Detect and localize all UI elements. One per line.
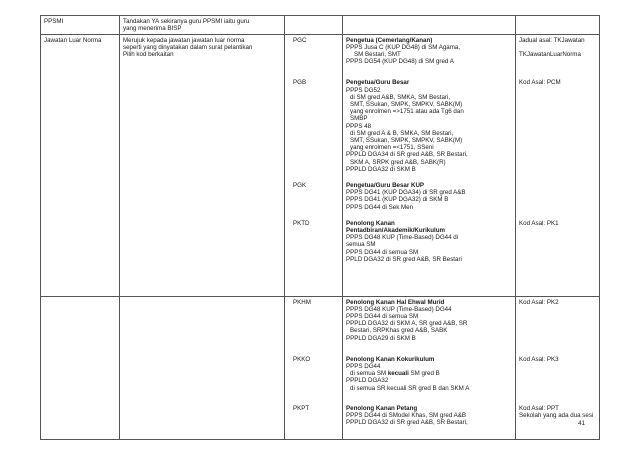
- position-entry: [346, 299, 512, 356]
- position-detail: PPPS DG52: [346, 86, 381, 94]
- note-line: Jadual asal: TKJawatan: [519, 36, 585, 44]
- table-row: [41, 35, 600, 297]
- code-entry: [293, 220, 339, 263]
- position-detail: PPLD DGA32 di SR gred A&B, SR Bestari: [346, 255, 462, 263]
- position-code: PGB: [293, 79, 307, 87]
- position-detail: PPPS DG54 (KUP DG48) di SM gred A: [346, 58, 454, 66]
- position-title: Penolong Kanan Petang: [346, 404, 418, 412]
- position-detail: Bestari, SRPKhas gred A&B, SABK: [350, 327, 448, 335]
- code-cell: [285, 297, 343, 440]
- field-name: PPSMI: [44, 17, 64, 25]
- position-entry: [346, 405, 512, 427]
- position-entry: [346, 79, 512, 182]
- code-entry: [293, 299, 339, 356]
- position-detail: PPPS DG48 KUP (Time-Based) DG44: [346, 305, 452, 313]
- position-cell: [343, 35, 516, 297]
- position-detail: PPPLD DGA29 di SKM B: [346, 334, 416, 342]
- position-detail: PPPLD DGA34 di SR gred A&B, SR Bestari,: [346, 151, 468, 159]
- note-line: Kod Asal: PK2: [519, 298, 559, 306]
- position-code: PGK: [293, 181, 307, 189]
- position-cell: [343, 16, 516, 35]
- position-detail: PPPLD DGA32 di SKM B: [346, 165, 416, 173]
- description-cell: [120, 35, 285, 297]
- position-detail: SMT, SSukan, SMPK, SMPKV, SABK(M): [350, 100, 463, 108]
- position-title: Penolong Kanan: [346, 219, 395, 227]
- notes-cell: [516, 16, 600, 35]
- position-code: PKTD: [293, 219, 310, 227]
- position-code: PKHM: [293, 298, 311, 306]
- position-detail: di SM gred A&B, SMKA, SM Bestari,: [350, 93, 451, 101]
- table-body: [41, 16, 600, 440]
- position-detail: PPPS DG44 di semua SM: [346, 312, 419, 320]
- position-detail: PPPLD DGA32 di SR gred A&B, SR Bestari,: [346, 419, 468, 427]
- note-line: Kod Asal: PK3: [519, 355, 559, 363]
- main-table: [40, 15, 600, 440]
- position-detail: yang enrolmen =<1751, SSeni: [350, 144, 434, 152]
- position-entry: [346, 356, 512, 405]
- description-line: yang menerima BISP: [123, 24, 182, 32]
- code-entry: [293, 37, 339, 80]
- table-row: [41, 16, 600, 35]
- code-cell: [285, 16, 343, 35]
- position-entry: [346, 220, 512, 263]
- position-detail: di semua SR kecuali SR gred B dan SKM A: [350, 384, 470, 392]
- position-title: Pentadbiran/Akademik/Kurikulum: [346, 226, 446, 234]
- notes-entry: [519, 182, 596, 220]
- position-detail: PPPS DG41 (KUP DGA32) di SKM B: [346, 196, 449, 204]
- position-detail: SMBP: [350, 115, 368, 123]
- note-line: [519, 44, 596, 51]
- position-detail: PPPS DG44: [346, 362, 381, 370]
- position-detail: PPPLD DGA32: [346, 377, 389, 385]
- position-detail: yang enrolmen =>1751 atau ada Tg6 dan: [350, 108, 464, 116]
- notes-entry: [519, 299, 596, 356]
- description-cell: [120, 297, 285, 440]
- note-line: Kod Asal: PK1: [519, 219, 559, 227]
- position-cell: [343, 297, 516, 440]
- position-detail: PPPS DG44 di Sek Men: [346, 203, 414, 211]
- description-line: Merujuk kepada jawatan jawatan luar norma: [123, 36, 245, 44]
- table-row: [41, 297, 600, 440]
- description-cell: [120, 16, 285, 35]
- position-detail: PPPS DG44 di semua SM: [346, 248, 419, 256]
- notes-cell: [516, 35, 600, 297]
- emphasis: kecuali: [387, 370, 409, 378]
- position-detail: semua SM: [346, 241, 376, 249]
- position-title: Penolong Kanan Kokurikulum: [346, 355, 435, 363]
- notes-entry: [519, 220, 596, 263]
- position-detail: PPPLD DGA32 di SKM A, SR gred A&B, SR: [346, 320, 468, 328]
- position-code: PGC: [293, 36, 307, 44]
- note-line: Kod Asal: PPT: [519, 404, 559, 412]
- position-detail: PPPS 48: [346, 122, 372, 130]
- position-title: Penolong Kanan Hal Ehwal Murid: [346, 298, 445, 306]
- position-entry: [346, 37, 512, 80]
- description-line: seperti yang dinyatakan dalam surat pelantikan: [123, 43, 253, 51]
- position-title: Pengetua/Guru Besar KUP: [346, 181, 425, 189]
- code-entry: [293, 79, 339, 182]
- position-code: PKPT: [293, 404, 310, 412]
- page-number: 41: [578, 420, 586, 427]
- description-line: Tandakan YA sekiranya guru PPSMI iaitu guru: [123, 17, 250, 25]
- notes-entry: [519, 356, 596, 405]
- note-line: TKJawatanLuarNorma: [519, 50, 581, 58]
- code-entry: [293, 182, 339, 220]
- position-detail: PPPS DG44 di SModel Khas, SM gred A&B: [346, 411, 467, 419]
- position-detail: di semua SM kecuali SM gred B: [350, 370, 440, 378]
- position-detail: SMT, SSukan, SMPK, SMPKV, SABK(M): [350, 136, 463, 144]
- position-entry: [346, 182, 512, 220]
- notes-entry: [519, 37, 596, 80]
- position-detail: PPPS DG41 (KUP DGA34) di SR gred A&B: [346, 189, 466, 197]
- field-name-cell: [41, 297, 120, 440]
- notes-cell: [516, 297, 600, 440]
- notes-entry: [519, 79, 596, 182]
- position-detail: SKM A, SRPK gred A&B, SABK(R): [350, 158, 446, 166]
- code-entry: [293, 405, 339, 427]
- code-cell: [285, 35, 343, 297]
- code-entry: [293, 356, 339, 405]
- position-detail: PPPS Jusa C (KUP DG48) di SM Agama,: [346, 43, 461, 51]
- position-detail: SM Bestari, SMT: [354, 50, 401, 58]
- position-detail: PPPS DG48 KUP (Time-Based) DG44 di: [346, 234, 459, 242]
- field-name-cell: [41, 35, 120, 297]
- note-line: Sekolah yang ada dua sesi: [519, 411, 594, 419]
- position-title: Pengetua/Guru Besar: [346, 79, 410, 87]
- position-title: Pengetua (Cemerlang/Kanan): [346, 36, 433, 44]
- position-code: PKKO: [293, 355, 311, 363]
- note-line: Kod Asal: PCM: [519, 79, 561, 87]
- field-name-cell: [41, 16, 120, 35]
- field-name: Jawatan Luar Norma: [44, 36, 102, 44]
- description-line: Pilih kod berkaitan: [123, 50, 174, 58]
- position-detail: di SM gred A & B, SMKA, SM Bestari,: [350, 129, 454, 137]
